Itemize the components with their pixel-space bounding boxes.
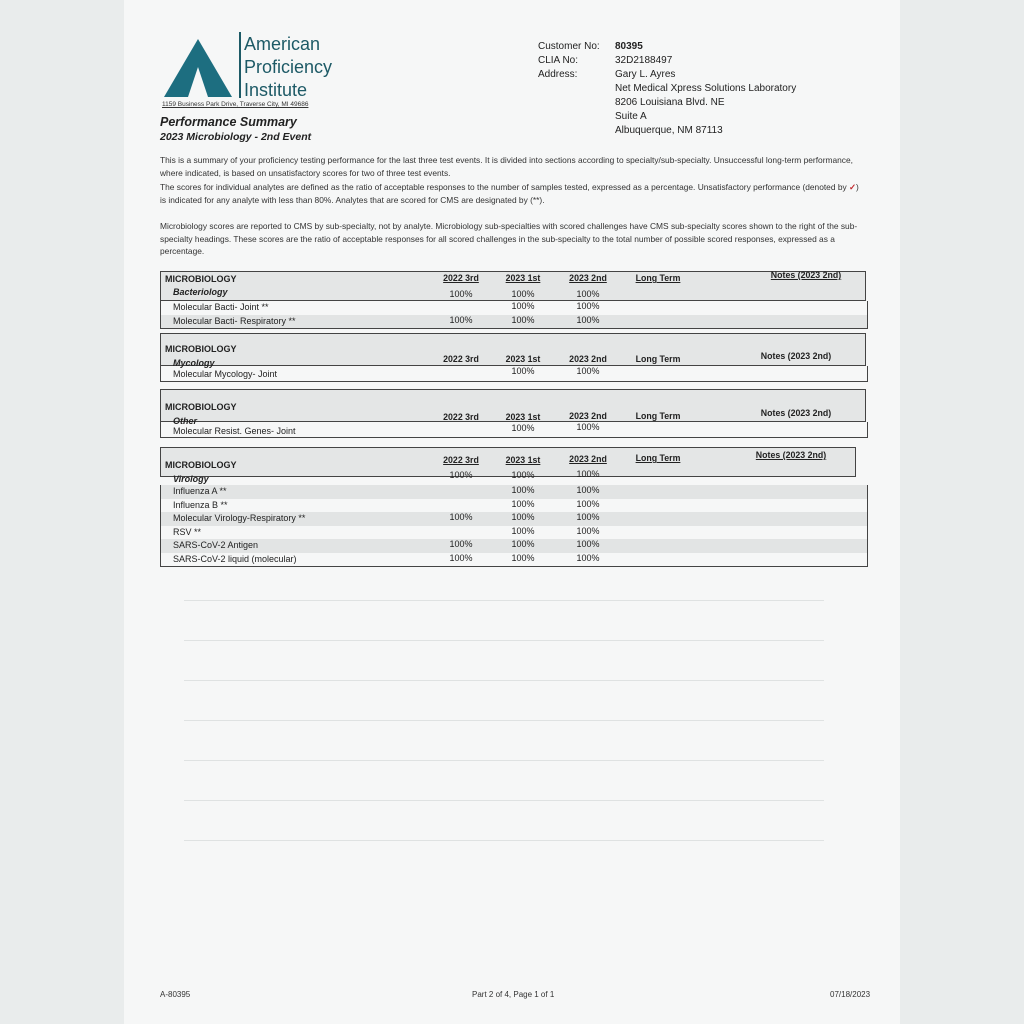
table-row	[161, 499, 867, 513]
cms-paragraph: Microbiology scores are reported to CMS by sub-specialty, not by analyte. Microbiology sub-specialties with scored challenges have CMS sub-specialty scores shown to the right of the sub-specialty headings. These scores are the ratio of acceptable responses for all scored challenges in the sub-specialty to the total number of possible scored responses, expressed as a percentage.	[160, 221, 858, 256]
analyte-name: SARS-CoV-2 liquid (molecular)	[173, 553, 297, 564]
section-other	[160, 389, 866, 438]
page-subtitle: 2023 Microbiology - 2nd Event	[160, 131, 312, 143]
score-2023-2nd: 100%	[576, 422, 600, 432]
bleed-through-line	[184, 800, 824, 801]
score-2023-1st: 100%	[511, 552, 535, 563]
col-2023-2nd: 2023 2nd	[569, 354, 607, 364]
customer-no: 80395	[615, 41, 643, 52]
table-row	[161, 485, 867, 499]
score-2023-2nd: 100%	[576, 498, 600, 509]
col-2023-1st: 2023 1st	[505, 273, 541, 283]
col-2023-2nd: 2023 2nd	[569, 454, 607, 464]
col-long-term: Long Term	[635, 273, 681, 283]
analyte-name: Molecular Resist. Genes- Joint	[173, 426, 296, 436]
head-score: 100%	[576, 289, 600, 299]
customer-no-label: Customer No:	[538, 41, 600, 52]
score-2023-2nd: 100%	[576, 301, 600, 311]
table-row	[161, 526, 867, 540]
specialty-label: MICROBIOLOGY	[165, 460, 237, 470]
specialty-label: MICROBIOLOGY	[165, 274, 237, 284]
footer-customer-id: A-80395	[160, 990, 191, 999]
logo-line: Institute	[244, 80, 308, 100]
address-line: Net Medical Xpress Solutions Laboratory	[615, 83, 797, 94]
col-2023-2nd: 2023 2nd	[569, 273, 607, 283]
score-2023-1st: 100%	[511, 525, 535, 536]
col-long-term: Long Term	[635, 354, 681, 364]
analyte-name: SARS-CoV-2 Antigen	[173, 540, 259, 550]
logo-text	[244, 33, 332, 102]
address-line: 8206 Louisiana Blvd. NE	[615, 97, 725, 108]
scoring-text-a: The scores for individual analytes are defined as the ratio of acceptable responses to the number of samples tested, expressed as a percentage. Unsatisfactory performance (denoted by	[160, 182, 849, 192]
col-2023-1st: 2023 1st	[505, 412, 541, 422]
section-header	[160, 333, 866, 366]
specialty-label: MICROBIOLOGY	[165, 402, 237, 412]
head-score: 100%	[511, 470, 535, 480]
clia-no: 32D2188497	[615, 55, 673, 66]
scoring-paragraph	[160, 181, 860, 206]
score-2023-1st: 100%	[511, 423, 535, 433]
score-2023-1st: 100%	[511, 485, 535, 495]
table-row	[161, 539, 867, 553]
footer-date: 07/18/2023	[830, 990, 871, 999]
score-2023-1st: 100%	[511, 539, 535, 549]
address-line: Suite A	[615, 111, 647, 122]
bleed-through-line	[184, 600, 824, 601]
analyte-name: Influenza B **	[173, 499, 228, 510]
score-2023-2nd: 100%	[576, 539, 600, 549]
table-row	[161, 315, 867, 329]
analyte-name: Molecular Bacti- Respiratory **	[173, 315, 296, 326]
analyte-rows	[160, 485, 868, 567]
section-virology	[160, 447, 866, 567]
section-header	[160, 389, 866, 426]
score-2023-2nd: 100%	[576, 366, 600, 376]
checkmark-icon: ✓	[849, 182, 857, 192]
col-notes: Notes (2023 2nd)	[755, 450, 827, 460]
section-mycology	[160, 333, 866, 382]
section-header	[160, 447, 856, 484]
head-score: 100%	[576, 469, 600, 479]
table-row	[161, 553, 867, 567]
score-2023-1st: 100%	[511, 366, 535, 376]
specialty-label: MICROBIOLOGY	[165, 344, 237, 354]
customer-values	[615, 40, 796, 138]
col-long-term: Long Term	[635, 411, 681, 421]
analyte-rows	[160, 366, 868, 382]
col-2022-3rd: 2022 3rd	[443, 455, 479, 465]
bleed-through-line	[184, 840, 824, 841]
intro-paragraph: This is a summary of your proficiency testing performance for the last three test events. It is divided into sections according to specialty/sub-specialty. Unsuccessful long-term performance, where indicated, is based on unsatisfactory scores for two of three test events.	[160, 155, 853, 178]
col-2023-2nd: 2023 2nd	[569, 411, 607, 421]
col-long-term: Long Term	[635, 453, 681, 463]
col-2023-1st: 2023 1st	[505, 354, 541, 364]
clia-label: CLIA No:	[538, 55, 579, 66]
logo-line: Proficiency	[244, 57, 333, 77]
analyte-name: Molecular Mycology- Joint	[173, 369, 278, 379]
analyte-rows	[160, 422, 868, 438]
score-2023-1st: 100%	[511, 314, 535, 325]
score-2023-1st: 100%	[511, 498, 535, 509]
scoring-text-b: ) is indicated for any analyte with less than 80%. Analytes that are scored for CMS are designated by (**).	[160, 182, 859, 205]
score-2023-1st: 100%	[511, 512, 535, 522]
head-score: 100%	[449, 289, 473, 299]
score-2022-3rd: 100%	[449, 314, 473, 325]
score-2023-2nd: 100%	[576, 314, 600, 325]
address-line: Gary L. Ayres	[615, 69, 676, 80]
bleed-through-line	[184, 720, 824, 721]
logo-line: American	[244, 34, 321, 54]
score-2023-2nd: 100%	[576, 552, 600, 563]
analyte-name: Molecular Bacti- Joint **	[173, 302, 269, 312]
address-label: Address:	[538, 69, 578, 80]
logo-divider	[239, 32, 241, 98]
table-row	[161, 301, 867, 315]
col-notes: Notes (2023 2nd)	[770, 270, 842, 280]
col-2022-3rd: 2022 3rd	[443, 412, 479, 422]
section-bacteriology	[160, 271, 866, 329]
table-row	[161, 422, 867, 437]
table-row	[161, 366, 867, 381]
score-2022-3rd: 100%	[449, 552, 473, 563]
col-2023-1st: 2023 1st	[505, 455, 541, 465]
subspecialty-label: Bacteriology	[173, 287, 228, 297]
table-row	[161, 512, 867, 526]
analyte-name: RSV **	[173, 526, 202, 537]
address-line: Albuquerque, NM 87113	[615, 125, 723, 136]
bleed-through-line	[184, 640, 824, 641]
subspecialty-label: Mycology	[173, 358, 215, 368]
customer-labels	[538, 40, 600, 82]
head-score: 100%	[449, 470, 473, 480]
subspecialty-label: Other	[173, 416, 198, 426]
analyte-name: Molecular Virology-Respiratory **	[173, 513, 306, 523]
head-score: 100%	[511, 289, 535, 299]
company-address: 1159 Business Park Drive, Traverse City, MI 49686	[162, 101, 309, 108]
subspecialty-label: Virology	[173, 474, 209, 484]
analyte-rows	[160, 301, 868, 329]
section-header	[160, 271, 866, 301]
col-2022-3rd: 2022 3rd	[443, 354, 479, 364]
score-2022-3rd: 100%	[449, 512, 473, 522]
col-notes: Notes (2023 2nd)	[760, 351, 832, 361]
score-2023-2nd: 100%	[576, 485, 600, 495]
analyte-name: Influenza A **	[173, 486, 227, 496]
bleed-through-line	[184, 680, 824, 681]
score-2022-3rd: 100%	[449, 539, 473, 549]
score-2023-2nd: 100%	[576, 525, 600, 536]
col-notes: Notes (2023 2nd)	[760, 408, 832, 418]
document-page	[124, 0, 900, 1024]
bleed-through-line	[184, 760, 824, 761]
col-2022-3rd: 2022 3rd	[443, 273, 479, 283]
score-2023-2nd: 100%	[576, 512, 600, 522]
api-logo-icon	[162, 37, 234, 99]
page-title: Performance Summary	[160, 115, 297, 129]
score-2023-1st: 100%	[511, 301, 535, 311]
footer-page-info: Part 2 of 4, Page 1 of 1	[472, 990, 555, 999]
